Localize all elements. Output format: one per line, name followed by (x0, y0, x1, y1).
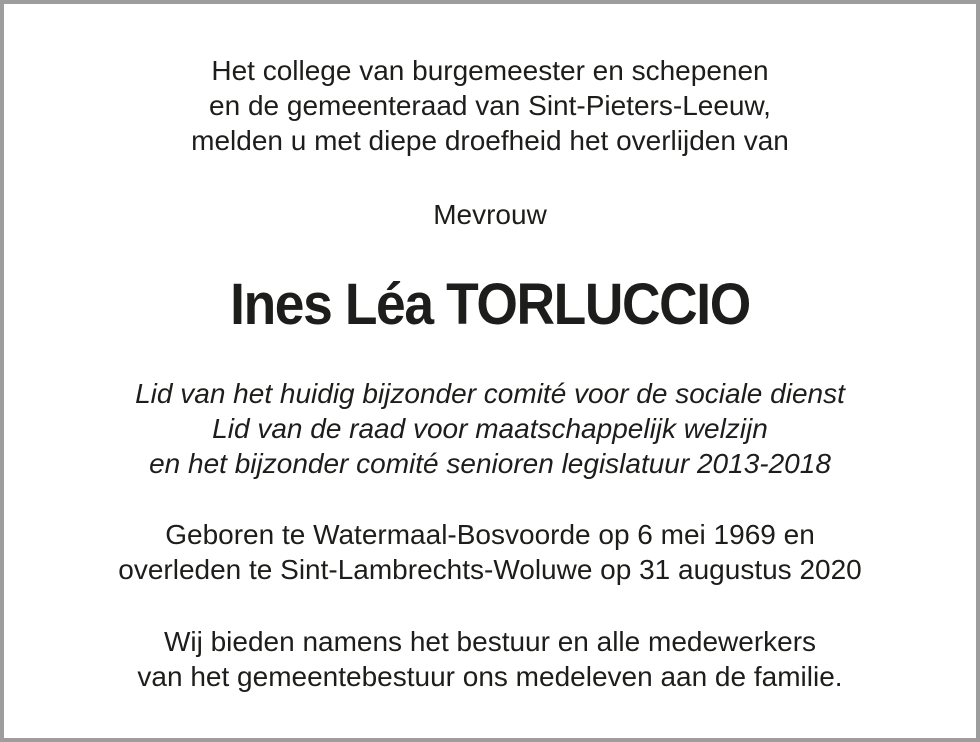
condolence-line: Wij bieden namens het bestuur en alle medewerkers (163, 626, 817, 657)
roles-paragraph (4, 376, 976, 481)
intro-line: melden u met diepe droefheid het overlijden van (191, 125, 789, 156)
deceased-name: Ines Léa TORLUCCIO (230, 272, 750, 337)
role-line: en het bijzonder comité senioren legislatuur 2013-2018 (149, 448, 831, 479)
condolence-line: van het gemeentebestuur ons medeleven aan de familie. (137, 661, 843, 692)
intro-line: Het college van burgemeester en schepenen (211, 55, 769, 86)
life-line: Geboren te Watermaal-Bosvoorde op 6 mei 1969 en (165, 519, 815, 550)
role-line: Lid van de raad voor maatschappelijk welzijn (212, 413, 768, 444)
honorific: Mevrouw (433, 199, 547, 230)
life-dates-paragraph (4, 517, 976, 587)
role-line: Lid van het huidig bijzonder comité voor de sociale dienst (135, 378, 845, 409)
condolence-paragraph (4, 624, 976, 694)
life-line: overleden te Sint-Lambrechts-Woluwe op 31 augustus 2020 (118, 554, 862, 585)
intro-paragraph (4, 53, 976, 158)
intro-line: en de gemeenteraad van Sint-Pieters-Leeuw, (209, 90, 771, 121)
